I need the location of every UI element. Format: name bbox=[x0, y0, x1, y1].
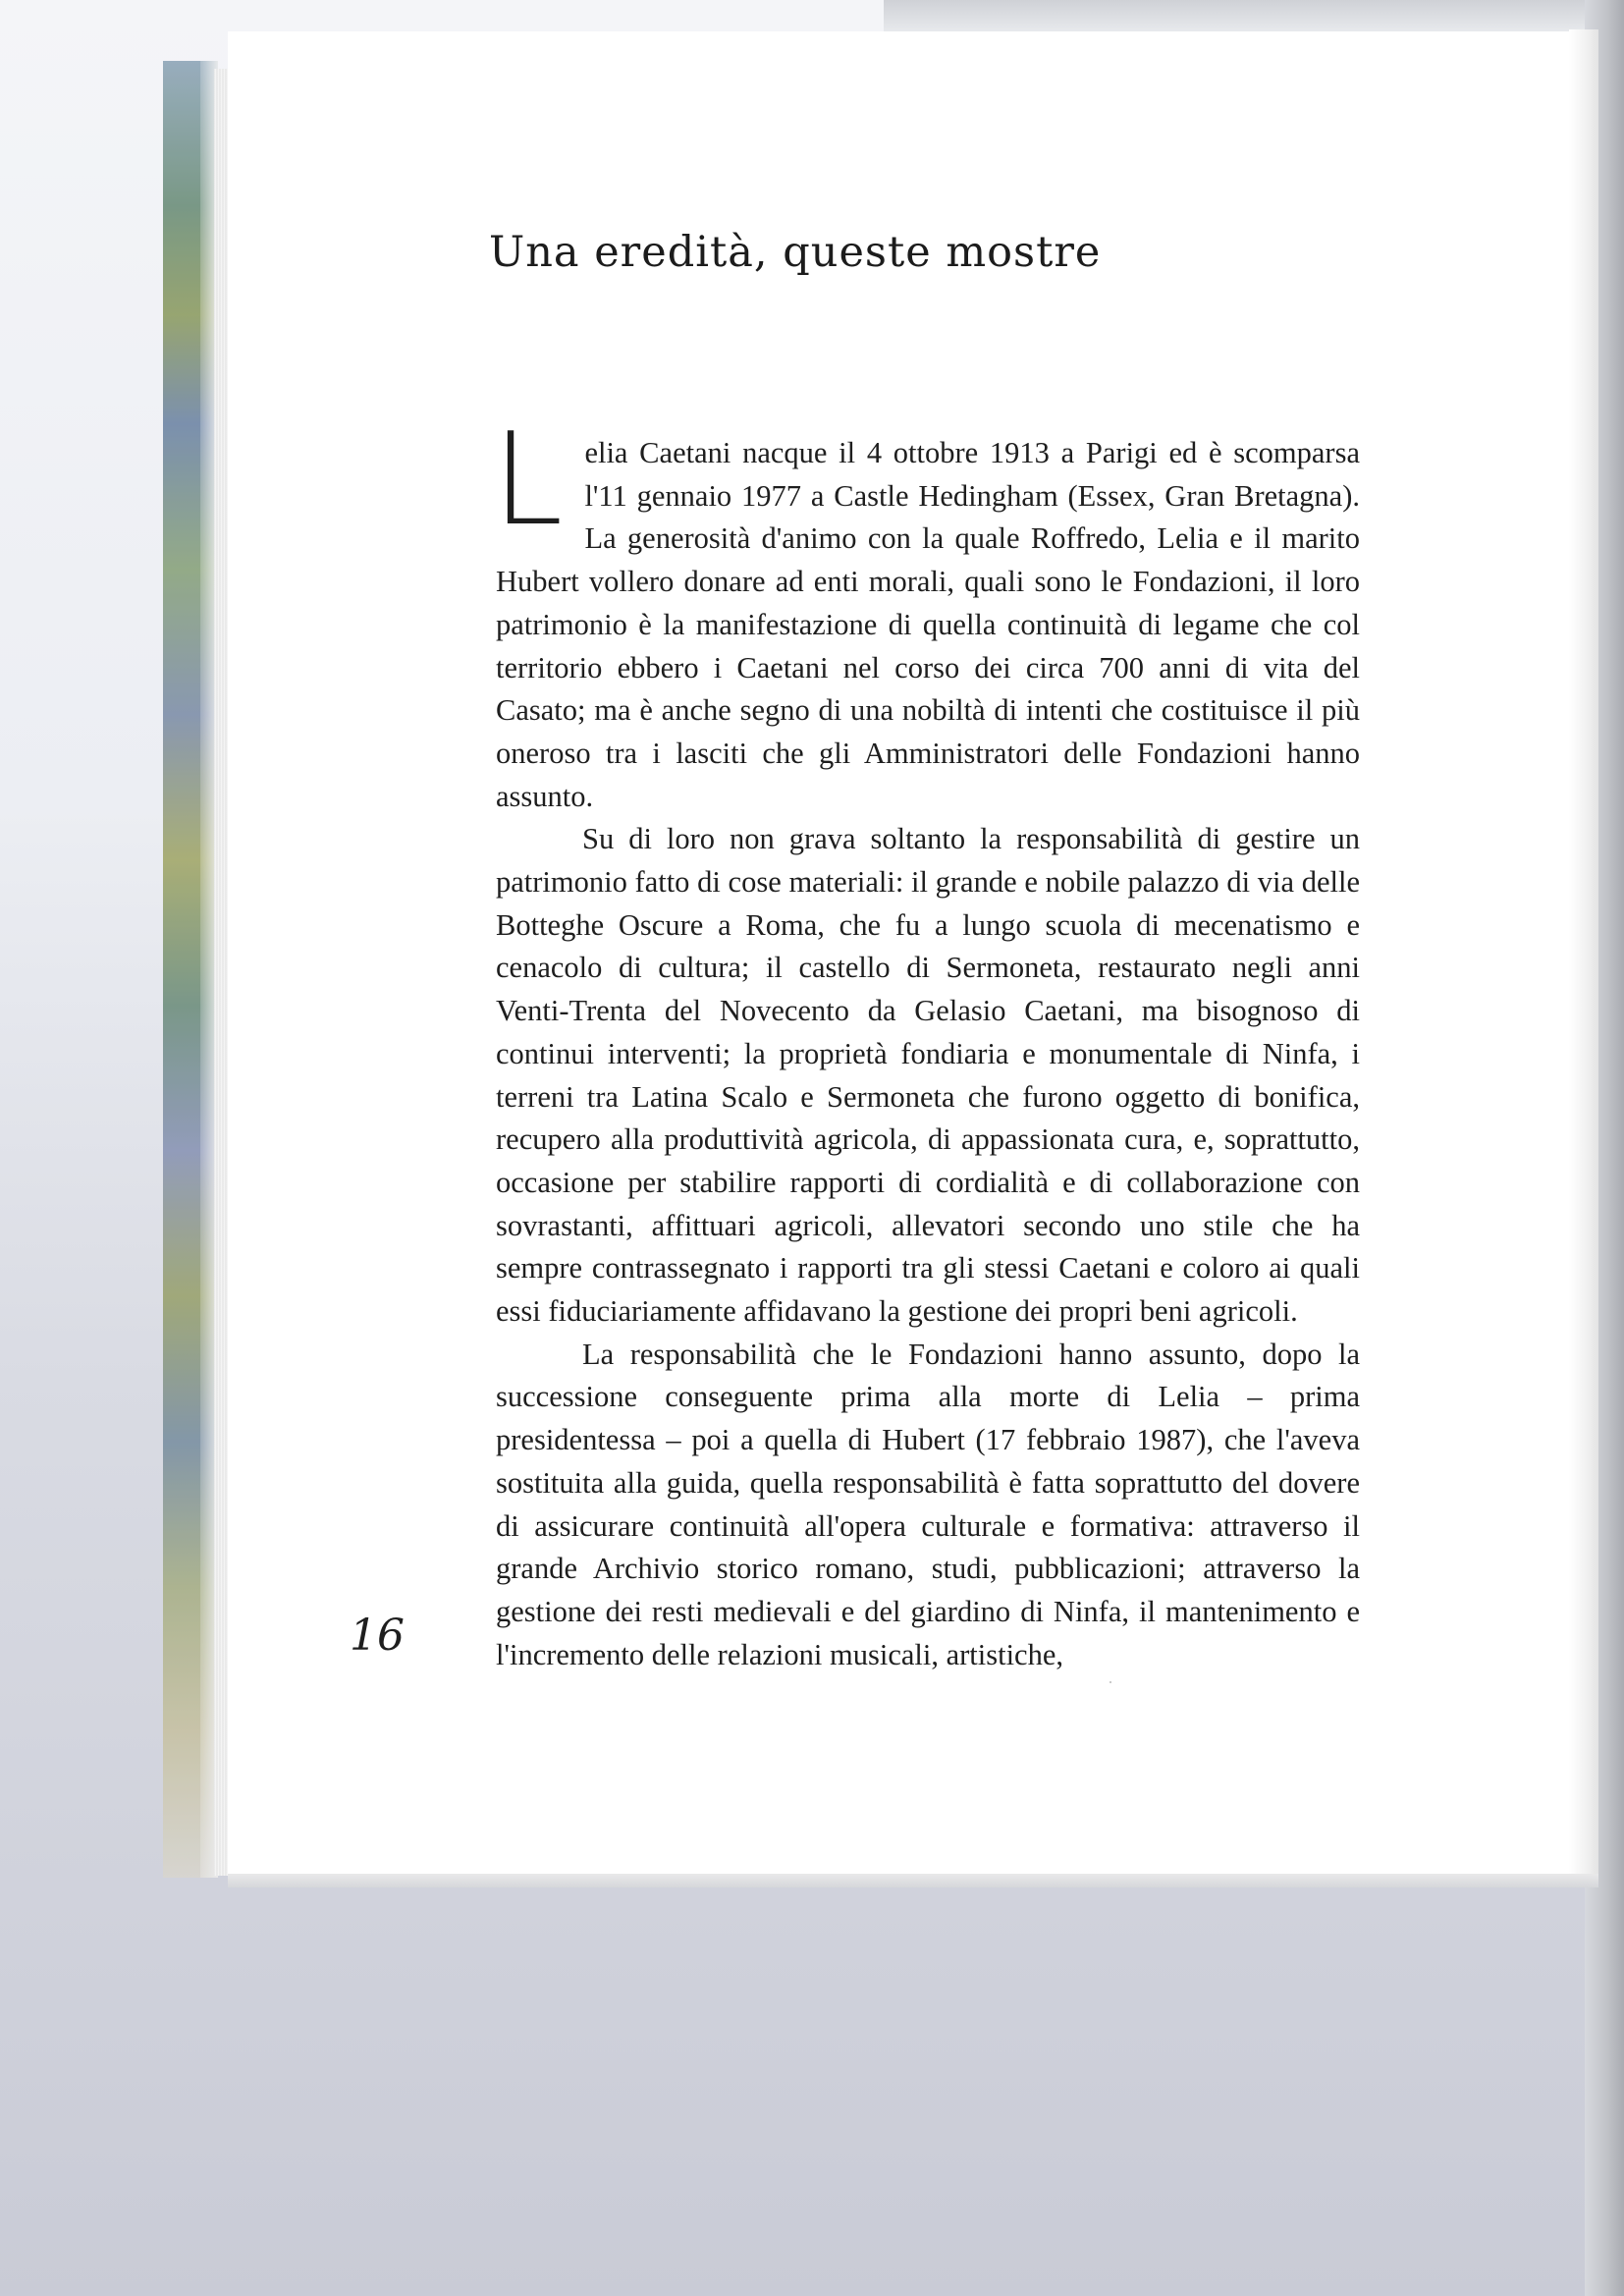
page-right-edge bbox=[1569, 29, 1598, 1876]
paragraph-2: Su di loro non grava soltanto la responsabilità di gestire un patrimonio fatto di cose materiali: il grande e nobile palazzo di via delle Botteghe Oscure a Roma, che fu a lungo scuola di mecenatismo e cenacolo di cultura; il castello di Sermoneta, restaurato negli anni Venti-Trenta del Novecento da Gelasio Caetani, ma bisognoso di continui interventi; la proprietà fondiaria e monumentale di Ninfa, i terreni tra Latina Scalo e Sermoneta che furono oggetto di bonifica, recupero alla produttività agricola, di appassionata cura, e, soprattutto, occasione per stabilire rapporti di cordialità e di collaborazione con sovrastanti, affittuari agricoli, allevatori secondo uno stile che ha sempre contrassegnato i rapporti tra gli stessi Caetani e coloro ai quali essi fiduciariamente affidavano la gestione dei propri beni agricoli. bbox=[496, 822, 1360, 1329]
page-number: 16 bbox=[350, 1611, 405, 1661]
paragraph-1-text: elia Caetani nacque il 4 ottobre 1913 a Parigi ed è scomparsa l'11 gennaio 1977 a Castle Hedingham (Essex, Gran Bretagna). La generosità d'animo con la quale Roffredo, Lelia e il marito Hubert vollero donare ad enti morali, quali sono le Fondazioni, il loro patrimonio è la manifestazione di quella continuità di legame che col territorio ebbero i Caetani nel corso dei circa 700 anni di vita del Casato; ma è anche segno di una nobiltà di intenti che costituisce il più oneroso tra i lasciti che gli Amministratori delle Fondazioni hanno assunto. bbox=[496, 436, 1360, 813]
page-bottom-edge bbox=[228, 1874, 1598, 1887]
page-stack-edge bbox=[214, 69, 228, 1876]
book-cover-edge bbox=[163, 61, 218, 1878]
paragraph-1 bbox=[492, 405, 1360, 818]
scan-speck bbox=[1110, 1681, 1111, 1683]
body-text bbox=[492, 405, 1360, 1676]
chapter-title: Una eredità, queste mostre bbox=[489, 228, 1102, 277]
paragraph-3: La responsabilità che le Fondazioni hanno assunto, dopo la successione conseguente prima alla morte di Lelia – prima presidentessa – poi a quella di Hubert (17 febbraio 1987), che l'aveva sostituita alla guida, quella responsabilità è fatta soprattutto del dovere di assicurare continuità all'opera culturale e formativa: attraverso il grande Archivio storico romano, studi, pubblicazioni; attraverso la gestione dei resti medievali e del giardino di Ninfa, il mantenimento e l'incremento delle relazioni musicali, artistiche, bbox=[496, 1337, 1360, 1671]
drop-cap: L bbox=[492, 405, 564, 554]
